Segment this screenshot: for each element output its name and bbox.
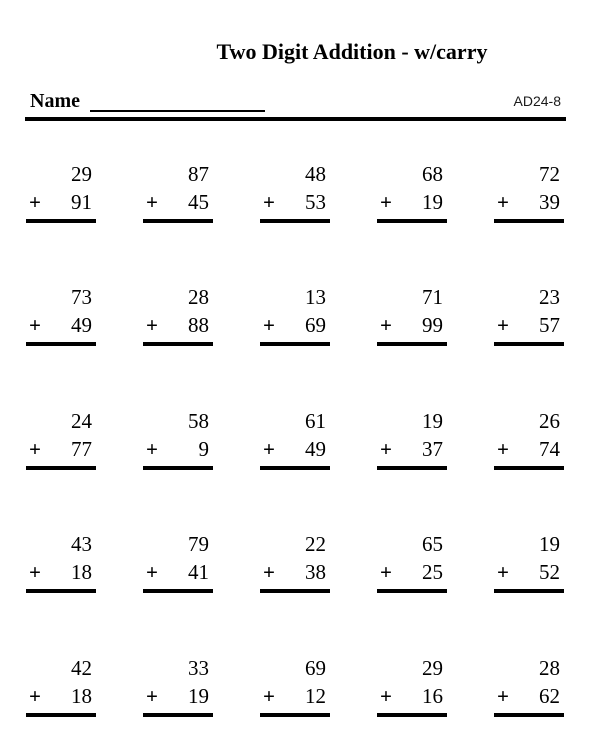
addend-bottom: 18 <box>71 684 92 708</box>
problem-cell <box>260 654 330 717</box>
problem-cell <box>26 654 96 717</box>
plus-sign: + <box>380 684 392 708</box>
addend-top: 71 <box>422 285 443 309</box>
problem-cell <box>26 407 96 470</box>
addend-top: 13 <box>305 285 326 309</box>
problem-cell <box>377 283 447 346</box>
addend-bottom: 9 <box>198 437 209 461</box>
answer-line <box>143 589 213 593</box>
answer-line <box>377 219 447 223</box>
addend-top: 28 <box>188 285 209 309</box>
answer-line <box>494 342 564 346</box>
worksheet-title: Two Digit Addition - w/carry <box>216 39 488 64</box>
plus-sign: + <box>263 313 275 337</box>
addend-bottom: 49 <box>305 437 326 461</box>
addend-bottom: 91 <box>71 190 92 214</box>
addend-bottom: 57 <box>539 313 560 337</box>
answer-line <box>494 219 564 223</box>
addend-bottom: 18 <box>71 560 92 584</box>
answer-line <box>26 342 96 346</box>
problem-cell <box>260 283 330 346</box>
answer-line <box>143 219 213 223</box>
addend-top: 43 <box>71 532 92 556</box>
answer-line <box>26 219 96 223</box>
addend-top: 69 <box>305 656 326 680</box>
plus-sign: + <box>497 313 509 337</box>
addend-top: 23 <box>539 285 560 309</box>
problem-cell <box>377 530 447 593</box>
answer-line <box>377 589 447 593</box>
answer-line <box>260 713 330 717</box>
answer-line <box>260 466 330 470</box>
plus-sign: + <box>380 190 392 214</box>
addend-top: 19 <box>539 532 560 556</box>
answer-line <box>143 713 213 717</box>
addend-top: 61 <box>305 409 326 433</box>
plus-sign: + <box>29 313 41 337</box>
addend-bottom: 37 <box>422 437 443 461</box>
plus-sign: + <box>497 684 509 708</box>
problems-row <box>26 407 564 470</box>
plus-sign: + <box>146 313 158 337</box>
addend-bottom: 12 <box>305 684 326 708</box>
addend-top: 68 <box>422 162 443 186</box>
answer-line <box>26 713 96 717</box>
addend-top: 29 <box>422 656 443 680</box>
addend-bottom: 39 <box>539 190 560 214</box>
problem-cell <box>143 160 213 223</box>
problem-cell <box>143 283 213 346</box>
problem-cell <box>494 407 564 470</box>
plus-sign: + <box>146 190 158 214</box>
plus-sign: + <box>497 560 509 584</box>
plus-sign: + <box>263 560 275 584</box>
worksheet-code: AD24-8 <box>513 93 561 109</box>
answer-line <box>377 466 447 470</box>
addend-bottom: 62 <box>539 684 560 708</box>
addend-top: 65 <box>422 532 443 556</box>
plus-sign: + <box>263 190 275 214</box>
addend-bottom: 41 <box>188 560 209 584</box>
plus-sign: + <box>29 437 41 461</box>
problems-row <box>26 530 564 593</box>
name-fill-line <box>90 110 265 112</box>
problem-cell <box>260 530 330 593</box>
answer-line <box>260 589 330 593</box>
addend-top: 22 <box>305 532 326 556</box>
problem-cell <box>26 530 96 593</box>
answer-line <box>494 713 564 717</box>
answer-line <box>143 342 213 346</box>
problem-cell <box>494 160 564 223</box>
addend-bottom: 88 <box>188 313 209 337</box>
addend-bottom: 53 <box>305 190 326 214</box>
problem-cell <box>377 654 447 717</box>
answer-line <box>377 342 447 346</box>
problems-row <box>26 160 564 223</box>
answer-line <box>26 589 96 593</box>
problem-cell <box>377 160 447 223</box>
answer-line <box>26 466 96 470</box>
plus-sign: + <box>380 560 392 584</box>
header-divider <box>25 117 566 121</box>
answer-line <box>260 219 330 223</box>
name-label: Name <box>30 90 80 112</box>
problem-cell <box>143 530 213 593</box>
addend-bottom: 74 <box>539 437 560 461</box>
addend-bottom: 69 <box>305 313 326 337</box>
addend-top: 19 <box>422 409 443 433</box>
addend-bottom: 19 <box>188 684 209 708</box>
addend-top: 28 <box>539 656 560 680</box>
addend-bottom: 16 <box>422 684 443 708</box>
addend-top: 87 <box>188 162 209 186</box>
addend-bottom: 49 <box>71 313 92 337</box>
problem-cell <box>143 407 213 470</box>
plus-sign: + <box>497 437 509 461</box>
addend-bottom: 52 <box>539 560 560 584</box>
plus-sign: + <box>263 684 275 708</box>
answer-line <box>260 342 330 346</box>
plus-sign: + <box>497 190 509 214</box>
plus-sign: + <box>380 313 392 337</box>
problem-cell <box>494 654 564 717</box>
problem-cell <box>26 160 96 223</box>
addend-bottom: 45 <box>188 190 209 214</box>
problems-row <box>26 654 564 717</box>
addend-top: 58 <box>188 409 209 433</box>
plus-sign: + <box>29 560 41 584</box>
addend-bottom: 99 <box>422 313 443 337</box>
problem-cell <box>26 283 96 346</box>
answer-line <box>377 713 447 717</box>
addend-top: 73 <box>71 285 92 309</box>
problem-cell <box>143 654 213 717</box>
plus-sign: + <box>29 190 41 214</box>
plus-sign: + <box>146 684 158 708</box>
answer-line <box>494 589 564 593</box>
problems-row <box>26 283 564 346</box>
problem-cell <box>260 160 330 223</box>
addend-bottom: 19 <box>422 190 443 214</box>
addend-top: 42 <box>71 656 92 680</box>
answer-line <box>143 466 213 470</box>
addend-top: 48 <box>305 162 326 186</box>
plus-sign: + <box>29 684 41 708</box>
answer-line <box>494 466 564 470</box>
addend-bottom: 38 <box>305 560 326 584</box>
problem-cell <box>260 407 330 470</box>
addend-top: 26 <box>539 409 560 433</box>
addend-bottom: 77 <box>71 437 92 461</box>
plus-sign: + <box>380 437 392 461</box>
addend-top: 72 <box>539 162 560 186</box>
problem-cell <box>494 530 564 593</box>
addend-top: 79 <box>188 532 209 556</box>
addend-top: 33 <box>188 656 209 680</box>
plus-sign: + <box>146 560 158 584</box>
plus-sign: + <box>263 437 275 461</box>
addend-top: 29 <box>71 162 92 186</box>
problem-cell <box>494 283 564 346</box>
addend-top: 24 <box>71 409 92 433</box>
plus-sign: + <box>146 437 158 461</box>
addend-bottom: 25 <box>422 560 443 584</box>
problem-cell <box>377 407 447 470</box>
